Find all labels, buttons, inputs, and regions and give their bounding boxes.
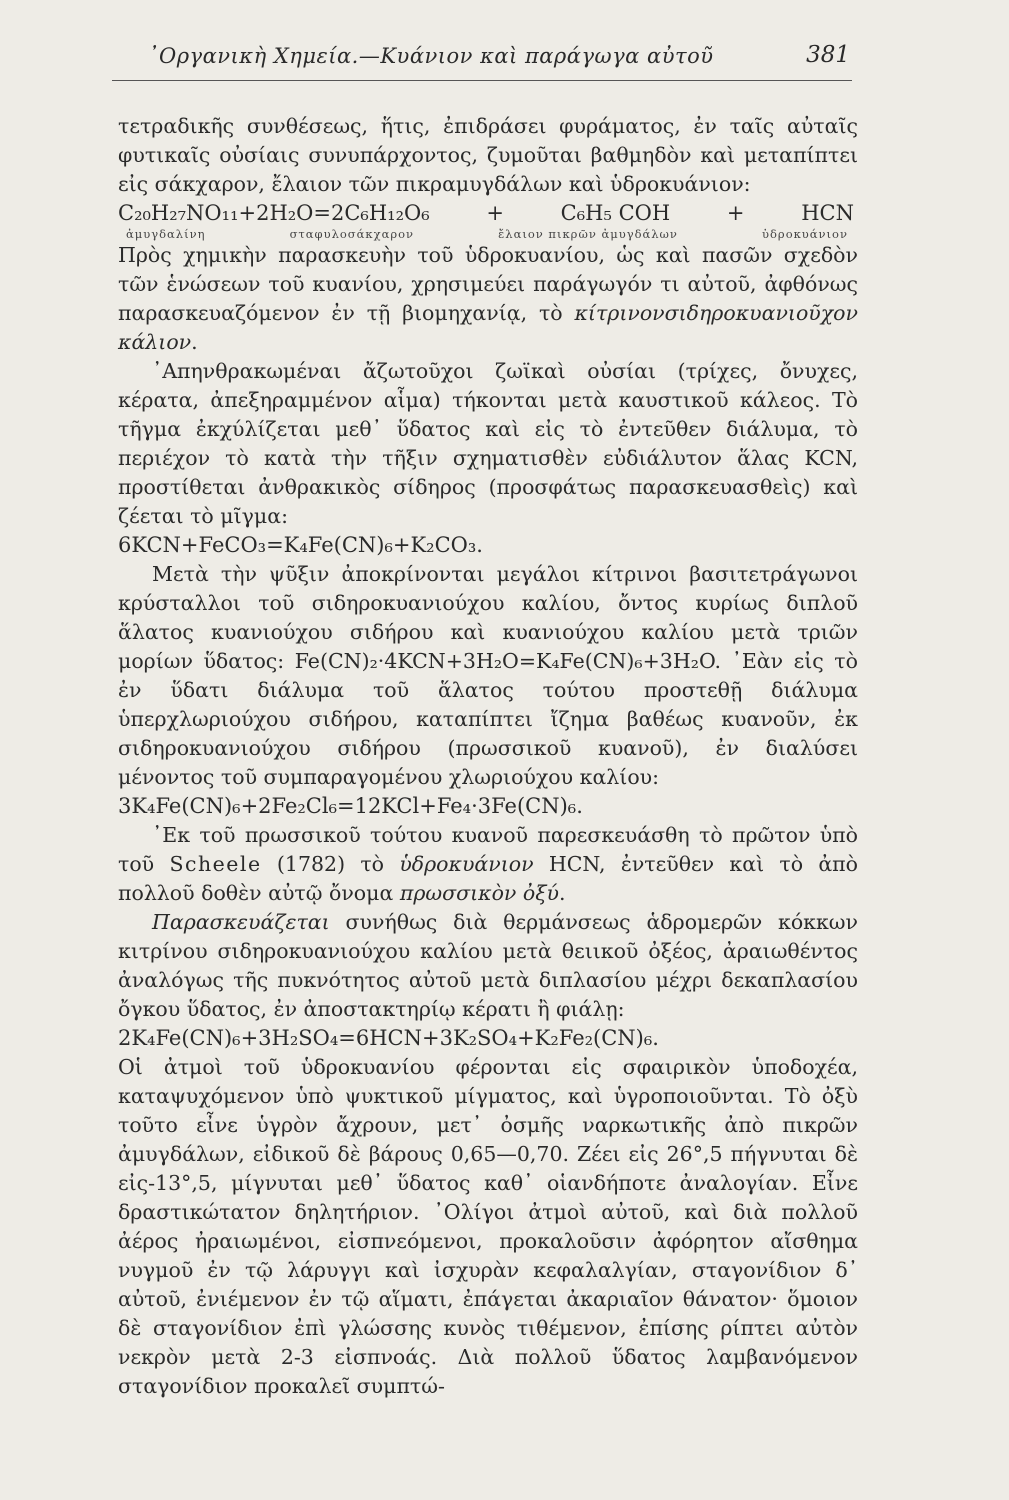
running-header [112, 40, 852, 81]
water-glucose-formula: +2H₂O=2C₆H₁₂O₆ [238, 201, 430, 225]
plus-sign: + [486, 201, 504, 225]
oil-formula: C₆H₅ COH [560, 201, 671, 225]
paragraph-4: Μετὰ τὴν ψῦξιν ἀποκρίνονται μεγάλοι κίτρινοι βασιτετράγωνοι κρύσταλλοι τοῦ σιδηροκυανιούχου καλίου, ὄντος κυρίως διπλοῦ ἅλατος κυανιούχου σιδήρου καὶ κυανιούχου καλίου μετὰ τριῶν μορίων ὕδατος: Fe(CN)₂·4KCN+3H₂O=K₄Fe(CN)₆+3H₂O. ᾿Εὰν εἰς τὸ ἐν ὕδατι διάλυμα τοῦ ἅλατος τούτου προστεθῇ διάλυμα ὑπερχλωριούχου σιδήρου, καταπίπτει ἴζημα βαθέως κυανοῦν, ἐκ σιδηροκυανιούχου σιδήρου (πρωσσικοῦ κυανοῦ), ἐν διαλύσει μένοντος τοῦ συμπαραγομένου χλωριούχου καλίου: [118, 562, 858, 789]
label-glucose: σταφυλοσάκχαρον [289, 227, 415, 241]
label-oil: ἔλαιον πικρῶν ἀμυγδάλων [498, 227, 678, 241]
term-hydrocyanic: ὑδροκυάνιον [399, 852, 534, 876]
label-hcn: ὑδροκυάνιον [762, 227, 848, 241]
label-amygdalin: ἀμυγδαλίνη [126, 227, 206, 241]
page-number: 381 [806, 42, 850, 68]
paragraph-5: ᾿Εκ τοῦ πρωσσικοῦ τούτου κυανοῦ παρεσκευάσθη τὸ πρῶτον ὑπὸ τοῦ Scheele (1782) τὸ ὑδροκυάνιον HCN, ἐντεῦθεν καὶ τὸ ἀπὸ πολλοῦ δοθὲν αὐτῷ ὄνομα πρωσσικὸν ὀξύ. [118, 823, 858, 905]
running-title: ᾿Οργανικὴ Χημεία.—Κυάνιον καὶ παράγωγα αὐτοῦ [148, 44, 714, 68]
paragraph-7: Οἱ ἀτμοὶ τοῦ ὑδροκυανίου φέρονται εἰς σφαιρικὸν ὑποδοχέα, καταψυχόμενον ὑπὸ ψυκτικοῦ μίγματος, καὶ ὑγροποιοῦνται. Τὸ ὀξὺ τοῦτο εἶνε ὑγρὸν ἄχρουν, μετ᾿ ὀσμῆς ναρκωτικῆς ἀπὸ πικρῶν ἀμυγδάλων, εἰδικοῦ δὲ βάρους 0,65—0,70. Ζέει εἰς 26°,5 πήγνυται δὲ εἰς-13°,5, μίγνυται μεθ᾿ ὕδατος καθ᾿ οἱανδήποτε ἀναλογίαν. Εἶνε δραστικώτατον δηλητήριον. ᾿Ολίγοι ἀτμοὶ αὐτοῦ, καὶ διὰ πολλοῦ ἀέρος ἠραιωμένοι, εἰσπνεόμενοι, προκαλοῦσιν ἀφόρητον αἴσθημα νυγμοῦ ἐν τῷ λάρυγγι καὶ ἰσχυρὰν κεφαλαλγίαν, σταγονίδιον δ᾿ αὐτοῦ, ἐνιέμενον ἐν τῷ αἵματι, ἐπάγεται ἀκαριαῖον θάνατον· ὅμοιον δὲ σταγονίδιον ἐπὶ γλώσσης κυνὸς τιθέμενον, ἐπίσης ρίπτει αὐτὸν νεκρὸν μετὰ 2-3 εἰσπνοάς. Διὰ πολλοῦ ὕδατος λαμβανόμενον σταγονίδιον προκαλεῖ συμπτώ- [118, 1055, 858, 1398]
name-scheele: Scheele [169, 852, 262, 876]
term-prussic-acid: πρωσσικὸν ὀξύ [399, 881, 559, 905]
equation-amygdalin [118, 199, 858, 228]
equation-labels [118, 228, 858, 241]
paragraph-6: Παρασκευάζεται συνήθως διὰ θερμάνσεως ἁδρομερῶν κόκκων κιτρίνου σιδηροκυανιούχου καλίου μετὰ θειικοῦ ὀξέος, ἀραιωθέντος ἀναλόγως τῆς πυκνότητος αὐτοῦ μετὰ διπλασίου μέχρι δεκαπλασίου ὄγκου ὕδατος, ἐν ἀποστακτηρίῳ κέρατι ἢ φιάλῃ: [118, 910, 858, 1021]
equation-4: 2K₄Fe(CN)₆+3H₂SO₄=6HCN+3K₂SO₄+K₂Fe₂(CN)₆. [118, 1026, 659, 1050]
page-body [118, 112, 858, 1401]
equation-2: 6KCN+FeCO₃=K₄Fe(CN)₆+K₂CO₃. [118, 533, 483, 557]
plus-sign: + [726, 201, 745, 225]
term-prepared: Παρασκευάζεται [152, 910, 330, 934]
paragraph-3: ᾿Απηνθρακωμέναι ἄζωτοῦχοι ζωϊκαὶ οὐσίαι (τρίχες, ὄνυχες, κέρατα, ἀπεξηραμμένον αἷμα) τήκονται μετὰ καυστικοῦ κάλεος. Τὸ τῆγμα ἐκχύλίζεται μεθ᾿ ὕδατος καὶ εἰς τὸ ἐντεῦθεν διάλυμα, τὸ περιέχον τὸ κατὰ τὴν τῆξιν σχηματισθὲν εὐδιάλυτον ἅλας KCN, προστίθεται ἀνθρακικὸς σίδηρος (προσφάτως παρασκευασθεὶς) καὶ ζέεται τὸ μῖγμα: [118, 359, 858, 528]
paragraph-1: τετραδικῆς συνθέσεως, ἥτις, ἐπιδράσει φυράματος, ἐν ταῖς αὐταῖς φυτικαῖς οὐσίαις συνυπάρχοντος, ζυμοῦται βαθμηδὸν καὶ μεταπίπτει εἰς σάκχαρον, ἔλαιον τῶν πικραμυγδάλων καὶ ὑδροκυάνιον: [118, 114, 858, 196]
term-yellow-prussiate: κίτρινονσιδηροκυανιοῦχον κάλιον [118, 301, 858, 354]
paragraph-2: Πρὸς χημικὴν παρασκευὴν τοῦ ὑδροκυανίου, ὡς καὶ πασῶν σχεδὸν τῶν ἑνώσεων τοῦ κυανίου, χρησιμεύει παράγωγόν τι αὐτοῦ, ἀφθόνως παρασκευαζόμενον ἐν τῇ βιομηχανίᾳ, τὸ κίτρινονσιδηροκυανιοῦχον κάλιον. [118, 243, 858, 354]
hcn-formula: HCN [801, 201, 854, 225]
amygdalin-formula: C₂₀H₂₇NO₁₁ [118, 201, 239, 225]
equation-3: 3K₄Fe(CN)₆+2Fe₂Cl₆=12KCl+Fe₄·3Fe(CN)₆. [118, 794, 583, 818]
